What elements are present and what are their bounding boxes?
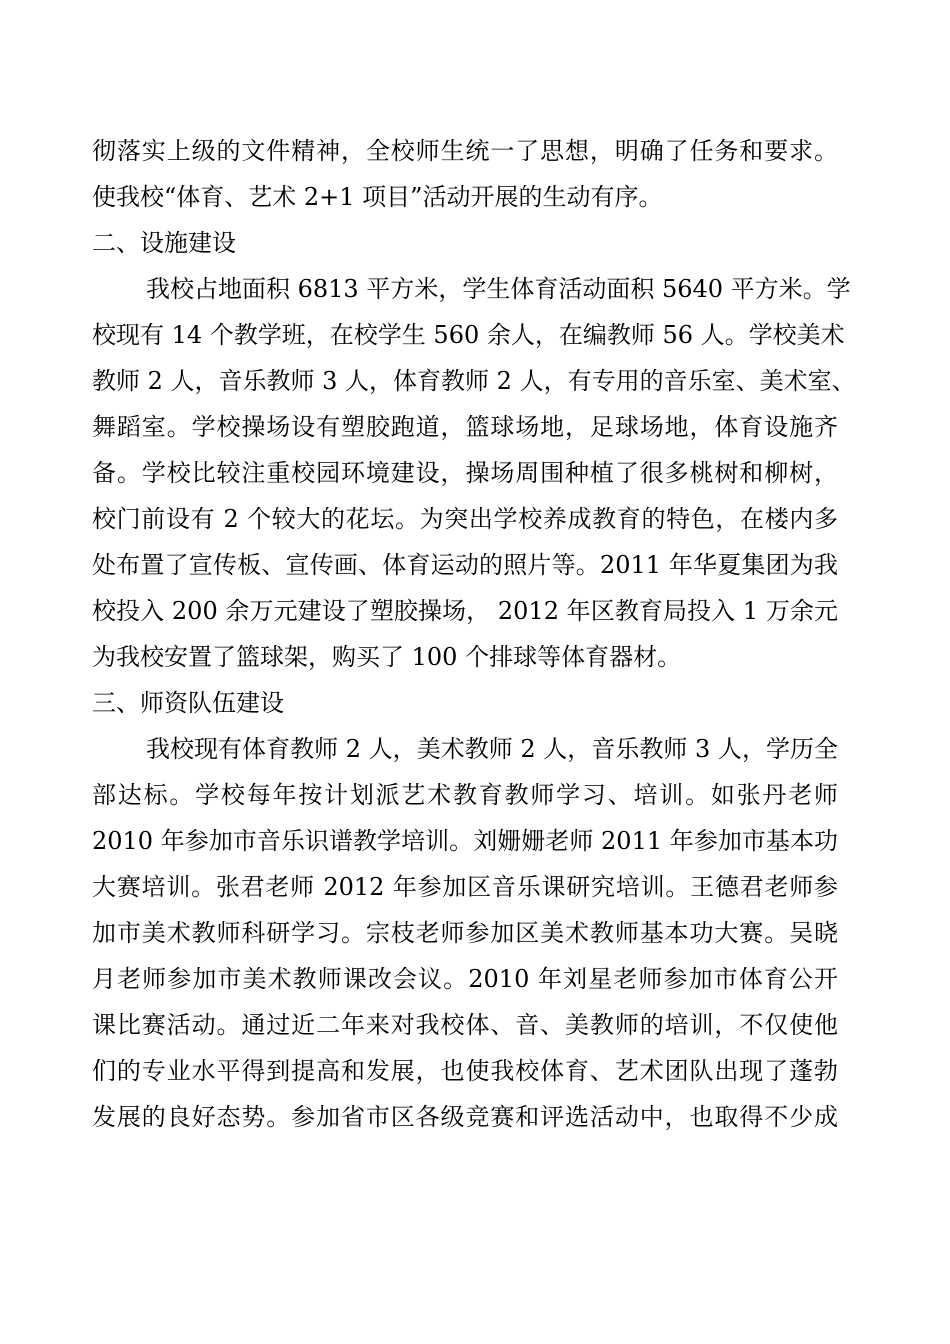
paragraph-line: 发展的良好态势。参加省市区各级竞赛和评选活动中，也取得不少成	[92, 1103, 838, 1131]
section-heading: 二、设施建设	[92, 229, 236, 257]
paragraph-line: 课比赛活动。通过近二年来对我校体、音、美教师的培训，不仅使他	[92, 1011, 838, 1039]
paragraph-line: 2010 年参加市音乐识谱教学培训。刘姗姗老师 2011 年参加市基本功	[92, 827, 838, 855]
paragraph-line: 我校占地面积 6813 平方米，学生体育活动面积 5640 平方米。学	[146, 275, 851, 303]
paragraph-line: 彻落实上级的文件精神，全校师生统一了思想，明确了任务和要求。	[92, 137, 838, 165]
paragraph-line: 月老师参加市美术教师课改会议。2010 年刘星老师参加市体育公开	[92, 965, 838, 993]
section-heading: 三、师资队伍建设	[92, 689, 284, 717]
paragraph-line: 我校现有体育教师 2 人，美术教师 2 人，音乐教师 3 人，学历全	[146, 735, 838, 763]
paragraph-line: 为我校安置了篮球架，购买了 100 个排球等体育器材。	[92, 643, 682, 671]
paragraph-line: 舞蹈室。学校操场设有塑胶跑道，篮球场地，足球场地，体育设施齐	[92, 413, 838, 441]
paragraph-line: 们的专业水平得到提高和发展，也使我校体育、艺术团队出现了蓬勃	[92, 1057, 838, 1085]
paragraph-line: 大赛培训。张君老师 2012 年参加区音乐课研究培训。王德君老师参	[92, 873, 838, 901]
paragraph-line: 处布置了宣传板、宣传画、体育运动的照片等。2011 年华夏集团为我	[92, 551, 838, 579]
paragraph-line: 校门前设有 2 个较大的花坛。为突出学校养成教育的特色，在楼内多	[92, 505, 838, 533]
paragraph-line: 校现有 14 个教学班，在校学生 560 余人，在编教师 56 人。学校美术	[92, 321, 845, 349]
paragraph-line: 部达标。学校每年按计划派艺术教育教师学习、培训。如张丹老师	[92, 781, 838, 809]
paragraph-line: 使我校“体育、艺术 2+1 项目”活动开展的生动有序。	[92, 183, 663, 211]
document-page	[92, 128, 856, 1140]
paragraph-line: 加市美术教师科研学习。宗枝老师参加区美术教师基本功大赛。吴晓	[92, 919, 838, 947]
paragraph-line: 备。学校比较注重校园环境建设，操场周围种植了很多桃树和柳树，	[92, 459, 838, 487]
paragraph-line: 校投入 200 余万元建设了塑胶操场， 2012 年区教育局投入 1 万余元	[92, 597, 838, 625]
paragraph-line: 教师 2 人，音乐教师 3 人，体育教师 2 人，有专用的音乐室、美术室、	[92, 367, 856, 395]
